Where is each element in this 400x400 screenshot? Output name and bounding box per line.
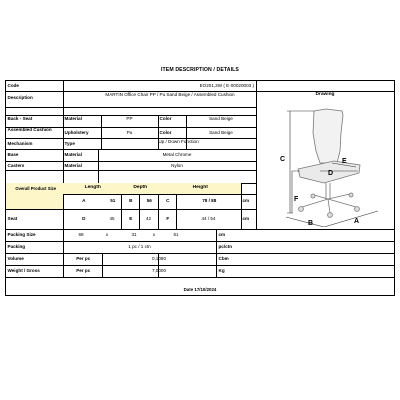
length-key: A [82, 198, 86, 203]
packing-size-x: x [152, 232, 156, 237]
casters-type-label: Material [64, 163, 82, 168]
part-label: Back - Seat [7, 116, 33, 121]
drawing-label-d: D [328, 170, 334, 177]
seat-length-key: D [82, 216, 86, 221]
description-value: MARTIN Office Chair PP / Pu Sand Beige / Assembled Cushion [105, 92, 235, 97]
packing-size-a: 68 [78, 232, 84, 237]
mechanism-value: Up / Down Function [158, 139, 199, 144]
code-value: EO201,3W ( E-00020003 ) [199, 83, 254, 88]
unit-cm: cm [242, 216, 250, 221]
weight-unit: Kg [218, 268, 225, 273]
base-label: Base [7, 152, 19, 157]
weight-label: Weight / Gross [7, 268, 40, 273]
packing-size-x: x [105, 232, 109, 237]
seat-label: Seat [7, 216, 18, 221]
volume-value: 0,1080 [151, 256, 167, 261]
spec-sheet [5, 80, 395, 296]
weight-per-label: Per pc [76, 268, 91, 273]
height-value: 78 / 88 [202, 198, 217, 203]
casters-value: Nylon [171, 163, 183, 168]
height-key: C [166, 198, 170, 203]
material-value: PP [126, 116, 133, 121]
description-label: Description [7, 95, 33, 100]
document-title: ITEM DESCRIPTION / DETAILS [160, 67, 239, 73]
drawing-label-a: A [354, 218, 360, 225]
drawing-label-f: F [294, 196, 299, 203]
overall-size-label: Overall Product Size [15, 186, 57, 191]
length-value: 51 [110, 198, 116, 203]
document-date: Date 17/10/2024 [183, 287, 217, 292]
packing-size-c: 51 [173, 232, 179, 237]
material-label: Material [64, 116, 82, 121]
seat-height-value: 44 / 54 [201, 216, 216, 221]
upholstery-value: Pu [126, 130, 133, 135]
seat-height-key: F [166, 216, 170, 221]
chair-drawing [258, 103, 392, 227]
upholstery-label: Upholstery [64, 130, 89, 135]
base-type-label: Material [64, 152, 82, 157]
packing-label: Packing [7, 244, 26, 249]
volume-label: Volume [7, 256, 24, 261]
drawing-label-e: E [342, 158, 347, 165]
seat-depth-value: 42 [145, 216, 152, 221]
packing-value: 1 pc / 1 ctn [128, 244, 151, 249]
depth-header: Depth [133, 185, 148, 190]
length-header: Length [84, 185, 101, 190]
drawing-label-b: B [308, 220, 314, 227]
packing-size-unit: cm [218, 232, 226, 237]
color-value: Sand Beige [209, 116, 233, 121]
part-label: Assembled Cushion [7, 127, 52, 132]
color-value: Sand Beige [209, 130, 233, 135]
color-label: Color [159, 116, 172, 121]
seat-depth-key: E [129, 216, 133, 221]
color-label: Color [159, 130, 172, 135]
seat-length-value: 45 [109, 216, 115, 221]
code-label: Code [7, 83, 19, 88]
depth-value: 56 [146, 198, 152, 203]
weight-value: 7,0000 [151, 268, 167, 273]
mechanism-type-label: Type [64, 141, 75, 146]
base-value: Metal Chrome [162, 152, 192, 157]
depth-key: B [129, 198, 133, 203]
volume-unit: Cbm [218, 256, 229, 261]
unit-cm: cm [242, 198, 250, 203]
mechanism-label: Mechanism [7, 141, 33, 146]
height-header: Height [192, 185, 208, 190]
packing-size-b: 31 [131, 232, 137, 237]
packing-unit: pc/ctn [218, 244, 233, 249]
casters-label: Casters [7, 163, 25, 168]
packing-size-label: Packing Size [7, 232, 36, 237]
volume-per-label: Per pc [76, 256, 91, 261]
drawing-title: Drawing [315, 92, 335, 97]
drawing-label-c: C [280, 156, 286, 163]
